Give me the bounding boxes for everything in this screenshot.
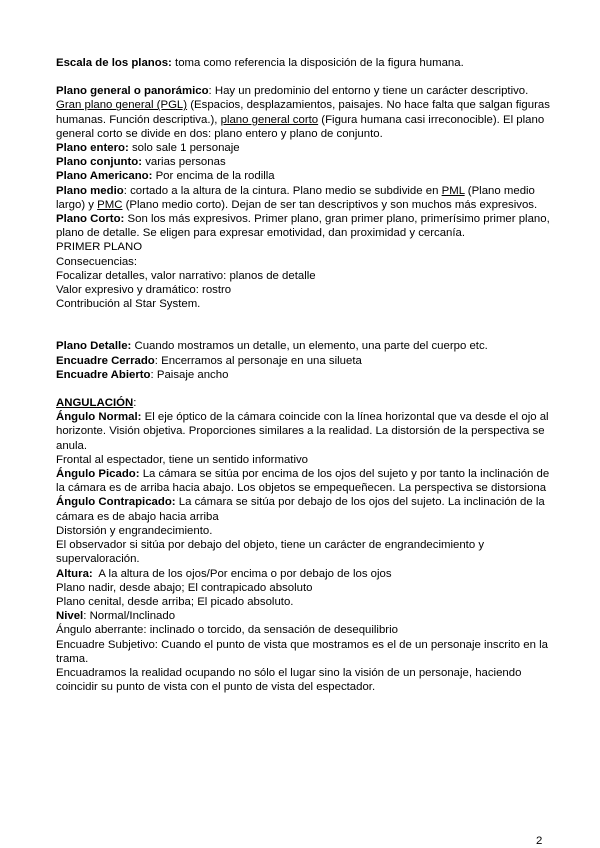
paragraph-nivel [56,609,556,623]
term-plano-americano: Plano Americano: [56,170,153,183]
text-plano-medio-a: : cortado a la altura de la cintura. Plano medio se subdivide en [123,184,442,197]
line-plano-cenital: Plano cenital, desde arriba; El picado absoluto. [56,595,294,608]
term-pmc: PMC [97,198,123,211]
term-plano-medio: Plano medio [56,184,124,197]
term-pml: PML [441,184,465,197]
paragraph-plano-conjunto [56,155,556,169]
line-valor-expresivo: Valor expresivo y dramático: rostro [56,284,232,297]
paragraph-escala [56,56,556,70]
line-primer-plano: PRIMER PLANO [56,241,143,254]
term-plano-detalle: Plano Detalle: [56,340,132,353]
text-plano-americano: Por encima de la rodilla [152,170,275,183]
text-angulo-picado: La cámara se sitúa por encima de los ojos del sujeto y por tanto la inclinación de la cámara es de arriba hacia abajo. Los objetos se empequeñecen. La perspectiva se distorsiona [56,468,550,495]
paragraph-angulo-contrapicado [56,495,556,523]
term-plano-general: Plano general o panorámico [56,85,209,98]
line-frontal: Frontal al espectador, tiene un sentido informativo [56,453,309,466]
paragraph-angulo-normal [56,410,556,453]
text-encuadre-cerrado: : Encerramos al personaje en una silueta [154,354,362,367]
paragraph-angulo-picado [56,467,556,495]
line-distorsion: Distorsión y engrandecimiento. [56,524,213,537]
paragraph-plano-general [56,84,556,141]
line-plano-nadir: Plano nadir, desde abajo; El contrapicado absoluto [56,581,313,594]
page-body [56,56,556,694]
line-consecuencias: Consecuencias: [56,255,138,268]
text-plano-entero: solo sale 1 personaje [128,142,240,155]
paragraph-plano-medio [56,184,556,212]
paragraph-plano-americano [56,169,556,183]
paragraph-encuadre-abierto [56,368,556,382]
text-plano-general-b: (Espacios, desplazamientos, paisajes. No hace falta que salgan figuras humanas. Función descriptiva.), [56,99,550,126]
text-encuadre-abierto: : Paisaje ancho [150,368,229,381]
text-plano-corto: Son los más expresivos. Primer plano, gran primer plano, primerísimo primer plano, plano de detalle. Se eligen para expresar emotividad, dan proximidad y cercanía. [56,213,550,240]
line-encuadre-subjetivo: Encuadre Subjetivo: Cuando el punto de vista que mostramos es el de un personaje inscrito en la trama. [56,638,548,665]
term-plano-corto: Plano Corto: [56,213,125,226]
page-number: 2 [536,835,543,847]
text-plano-medio-c: (Plano medio corto). Dejan de ser tan descriptivos y son muchos más expresivos. [122,198,538,211]
line-encuadramos: Encuadramos la realidad ocupando no sólo el lugar sino la visión de un personaje, haciendo coincidir su punto de vista con el punto de vista del espectador. [56,666,522,694]
text-angulo-normal: El eje óptico de la cámara coincide con la línea horizontal que va desde el ojo al horizonte. Visión objetiva. Proporciones similares a la realidad. La distorsión de la perspectiva se anula. [56,411,549,452]
angulacion-colon: : [133,397,137,410]
text-altura: A la altura de los ojos/Por encima o por debajo de los ojos [92,567,392,580]
line-star-system: Contribución al Star System. [56,298,201,311]
term-plano-entero: Plano entero: [56,142,129,155]
term-pgl: Gran plano general (PGL) [56,99,188,112]
text-plano-general-a: : Hay un predominio del entorno y tiene un carácter descriptivo. [208,85,529,98]
term-plano-conjunto: Plano conjunto: [56,156,143,169]
term-encuadre-cerrado: Encuadre Cerrado [56,354,155,367]
term-angulo-contrapicado: Ángulo Contrapicado: [56,496,176,509]
term-plano-general-corto: plano general corto [220,113,319,126]
text-nivel: : Normal/Inclinado [83,610,176,623]
paragraph-plano-entero [56,141,556,155]
line-angulo-aberrante: Ángulo aberrante: inclinado o torcido, da sensación de desequilibrio [56,624,398,637]
text-plano-medio-b: (Plano medio largo) y [56,184,535,211]
text-plano-general-c: (Figura humana casi irreconocible). El plano general corto se divide en dos: plano entero y plano de conjunto. [56,113,545,140]
text-plano-detalle: Cuando mostramos un detalle, un elemento, una parte del cuerpo etc. [131,340,488,353]
line-observador: El observador si sitúa por debajo del objeto, tiene un carácter de engrandecimiento y supervaloración. [56,539,485,566]
term-nivel: Nivel [56,610,84,623]
paragraph-plano-corto [56,212,556,240]
term-angulo-picado: Ángulo Picado: [56,468,140,481]
line-focalizar: Focalizar detalles, valor narrativo: planos de detalle [56,269,316,282]
term-escala: Escala de los planos: [56,57,172,69]
term-angulacion: ANGULACIÓN [56,397,134,410]
heading-angulacion [56,396,556,410]
text-escala: toma como referencia la disposición de la figura humana. [171,57,464,69]
paragraph-encuadre-cerrado [56,354,556,368]
text-angulo-contrapicado: La cámara se sitúa por debajo de los ojos del sujeto. La inclinación de la cámara es de abajo hacia arriba [56,496,545,523]
term-altura: Altura: [56,567,93,580]
paragraph-plano-detalle [56,339,556,353]
text-plano-conjunto: varias personas [142,156,226,169]
term-encuadre-abierto: Encuadre Abierto [56,368,151,381]
paragraph-altura [56,567,556,581]
term-angulo-normal: Ángulo Normal: [56,411,142,424]
